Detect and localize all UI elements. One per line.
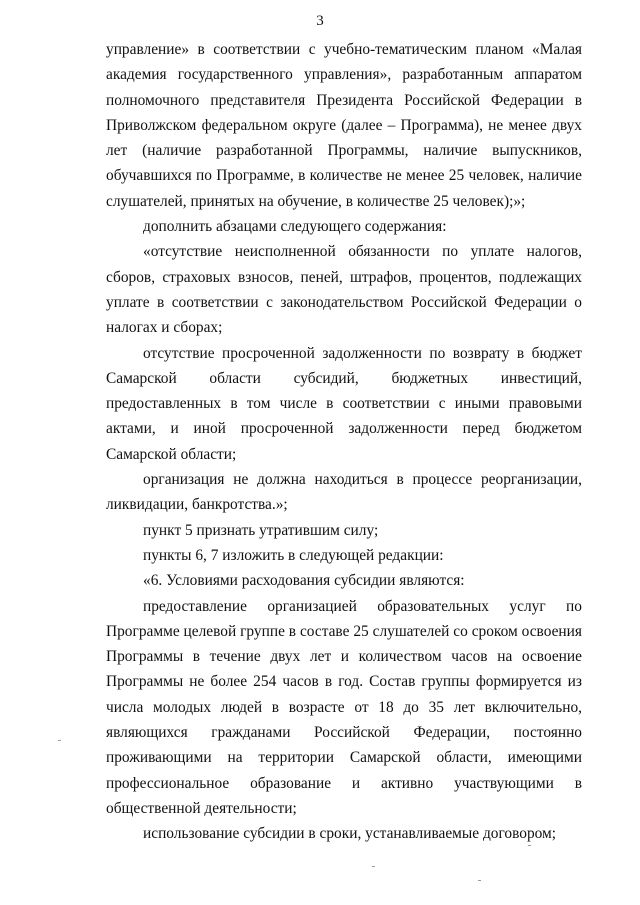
- paragraph: отсутствие просроченной задолженности по возврату в бюджет Самарской области субсидий, бюджетных инвестиций, предоставленных в том числе в соответствии с иными правовыми актами, и иной просроченной задолженности перед бюджетом Самарской области;: [106, 344, 582, 463]
- scan-speck: [528, 845, 531, 846]
- paragraph: дополнить абзацами следующего содержания:: [143, 218, 447, 236]
- paragraph: «отсутствие неисполненной обязанности по уплате налогов, сборов, страховых взносов, пеней, штрафов, процентов, подлежащих уплате в соответствии с законодательством Российской Федерации о налогах и сборах;: [106, 243, 582, 337]
- paragraph: предоставление организацией образовательных услуг по Программе целевой группе в составе 25 слушателей со сроком освоения Программы в течение двух лет и количеством часов на освоение Программы не более 254 часов в год. Состав группы формируется из числа молодых людей в возрасте от 18 до 35 лет включительно, являющихся гражданами Российской Федерации, постоянно проживающими на территории Самарской области, имеющими профессиональное образование и активно участвующими в общественной деятельности;: [106, 597, 582, 817]
- page-number: 3: [316, 13, 324, 29]
- paragraph: управление» в соответствии с учебно-тематическим планом «Малая академия государственного управления», разработанным аппаратом полномочного представителя Президента Российской Федерации в Приволжском федеральном округе (далее – Программа), не менее двух лет (наличие разработанной Программы, наличие выпускников, обучавшихся по Программе, в количестве не менее 25 человек, наличие слушателей, принятых на обучение, в количестве 25 человек);»;: [106, 41, 582, 210]
- document-body: [106, 37, 582, 847]
- paragraph: использование субсидии в сроки, устанавливаемые договором;: [143, 825, 557, 843]
- paragraph: организация не должна находиться в процессе реорганизации, ликвидации, банкротства.»;: [106, 471, 582, 514]
- scan-speck: [478, 880, 481, 881]
- scan-speck: [372, 866, 375, 867]
- scan-speck: [58, 740, 61, 741]
- paragraph: «6. Условиями расходования субсидии являются:: [143, 572, 465, 590]
- paragraph: пункты 6, 7 изложить в следующей редакции:: [143, 546, 444, 564]
- paragraph: пункт 5 признать утратившим силу;: [143, 521, 379, 539]
